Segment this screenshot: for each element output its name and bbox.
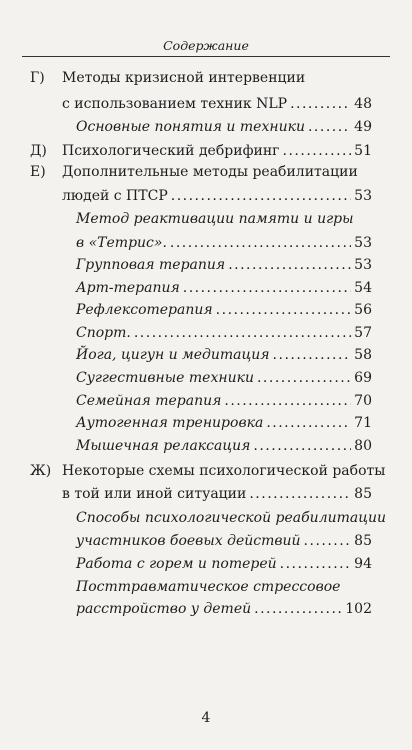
- leader-dots: [273, 347, 352, 363]
- section-marker-g: Г): [30, 70, 45, 86]
- toc-entry-label: Рефлексотерапия: [76, 302, 213, 318]
- toc-entry-page: 48: [354, 96, 372, 112]
- toc-entry-line: Методы кризисной интервенции: [62, 70, 306, 86]
- toc-subentry[interactable]: [76, 119, 372, 135]
- leader-dots: [134, 325, 351, 341]
- section-marker-zh: Ж): [30, 463, 52, 479]
- toc-subentry[interactable]: [76, 257, 372, 273]
- toc-entry-label: Йога, цигун и медитация: [76, 347, 270, 363]
- toc-entry-page: 58: [354, 347, 372, 363]
- toc-entry-page: 54: [354, 280, 372, 296]
- toc-entry-label: с использованием техник NLP: [62, 96, 288, 112]
- toc-entry-page: 53: [354, 235, 372, 251]
- toc-entry-label: Аутогенная тренировка: [76, 415, 264, 431]
- toc-entry-line: Дополнительные методы реабилитации: [62, 164, 358, 180]
- toc-entry-label: Семейная терапия: [76, 393, 222, 409]
- toc-subentry[interactable]: [76, 370, 372, 386]
- leader-dots: [290, 96, 351, 112]
- toc-entry-page: 49: [354, 119, 372, 135]
- toc-entry-label: Работа с горем и потерей: [76, 556, 277, 572]
- toc-entry-page: 53: [354, 257, 372, 273]
- toc-entry-label: Суггестивные техники: [76, 370, 254, 386]
- toc-entry-page: 70: [354, 393, 372, 409]
- toc-subentry[interactable]: [76, 533, 372, 549]
- toc-subentry[interactable]: [76, 415, 372, 431]
- toc-entry-label: Психологический дебрифинг: [62, 143, 280, 159]
- leader-dots: [171, 188, 351, 204]
- toc-entry[interactable]: [62, 143, 372, 159]
- toc-entry-page: 85: [354, 533, 372, 549]
- section-marker-e: Е): [30, 164, 46, 180]
- toc-entry-label: в той или иной ситуации: [62, 486, 247, 502]
- toc-entry-line: Некоторые схемы психологической работы: [62, 463, 386, 479]
- toc-subentry[interactable]: [76, 280, 372, 296]
- toc-entry-page: 53: [354, 188, 372, 204]
- toc-subentry[interactable]: [76, 302, 372, 318]
- toc-entry-page: 56: [354, 302, 372, 318]
- leader-dots: [228, 257, 351, 273]
- section-marker-d: Д): [30, 143, 47, 159]
- toc-entry-label: в «Тетрис».: [76, 235, 167, 251]
- toc-subentry[interactable]: [76, 235, 372, 251]
- toc-entry-label: расстройство у детей: [76, 601, 252, 617]
- toc-subentry[interactable]: [76, 601, 372, 617]
- toc-subentry[interactable]: [76, 347, 372, 363]
- toc-entry-line: Метод реактивации памяти и игры: [76, 211, 354, 227]
- leader-dots: [249, 486, 351, 502]
- toc-entry-page: 85: [354, 486, 372, 502]
- toc-entry-line: Способы психологической реабилитации: [76, 510, 387, 526]
- toc-entry-label: Арт-терапия: [76, 280, 180, 296]
- toc-entry-label: Групповая терапия: [76, 257, 226, 273]
- toc-entry-label: людей с ПТСР: [62, 188, 168, 204]
- leader-dots: [254, 601, 342, 617]
- leader-dots: [257, 370, 351, 386]
- page-number: 4: [201, 710, 211, 726]
- toc-subentry[interactable]: [76, 438, 372, 454]
- leader-dots: [283, 143, 352, 159]
- leader-dots: [253, 438, 351, 454]
- toc-entry-page: 71: [354, 415, 372, 431]
- leader-dots: [170, 235, 351, 251]
- toc-entry-line: Посттравматическое стрессовое: [76, 579, 341, 595]
- toc-entry-label: участников боевых действий: [76, 533, 301, 549]
- toc-entry[interactable]: [62, 188, 372, 204]
- toc-entry-label: Основные понятия и техники: [76, 119, 305, 135]
- leader-dots: [224, 393, 351, 409]
- toc-subentry[interactable]: [76, 393, 372, 409]
- leader-dots: [183, 280, 351, 296]
- header-title: Содержание: [163, 38, 249, 53]
- toc-entry-page: 80: [354, 438, 372, 454]
- toc-subentry[interactable]: [76, 325, 372, 341]
- toc-entry-page: 57: [354, 325, 372, 341]
- toc-entry-page: 94: [354, 556, 372, 572]
- leader-dots: [266, 415, 351, 431]
- toc-entry-page: 69: [354, 370, 372, 386]
- toc-entry-page: 51: [354, 143, 372, 159]
- toc-entry[interactable]: [62, 486, 372, 502]
- leader-dots: [304, 533, 352, 549]
- toc-entry[interactable]: [62, 96, 372, 112]
- leader-dots: [216, 302, 352, 318]
- toc-subentry[interactable]: [76, 556, 372, 572]
- toc-entry-label: Спорт.: [76, 325, 131, 341]
- toc-entry-page: 102: [345, 601, 372, 617]
- leader-dots: [308, 119, 351, 135]
- toc-entry-label: Мышечная релаксация: [76, 438, 251, 454]
- leader-dots: [280, 556, 352, 572]
